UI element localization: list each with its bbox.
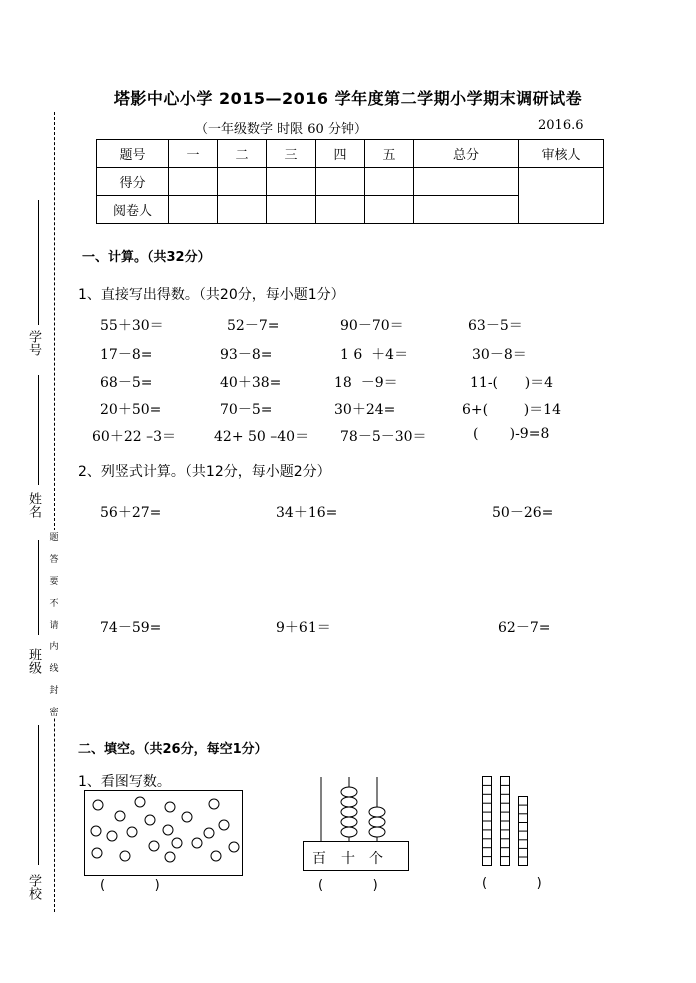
calc-item: 93－8=	[220, 347, 273, 363]
vertical-calc-item: 9＋61＝	[276, 620, 331, 636]
seal-char: 不	[49, 598, 59, 609]
answer-blank[interactable]: ( )	[482, 876, 542, 891]
calc-item: 70－5=	[220, 402, 273, 418]
abacus-label-hundreds: 百	[312, 851, 326, 867]
circles-picture	[84, 790, 244, 876]
abacus-label-tens: 十	[341, 851, 355, 867]
calc-item: 55＋30＝	[100, 318, 164, 334]
score-header-cell: 五	[365, 140, 414, 168]
student-no-label: 学号	[26, 330, 41, 356]
calc-item: 63－5＝	[468, 318, 523, 334]
calc-item: 11-( )＝4	[470, 375, 554, 391]
student-no-line	[38, 200, 39, 325]
score-cell[interactable]	[267, 168, 316, 196]
section2-heading: 二、填空。（共26分，每空1分）	[78, 742, 268, 757]
calc-item: 1 6 ＋4＝	[340, 347, 409, 363]
calc-item: 52－7=	[227, 318, 280, 334]
q1-label: 1、直接写出得数。（共20分，每小题1分）	[78, 287, 345, 303]
section2-q1-label: 1、看图写数。	[78, 774, 171, 790]
score-cell[interactable]	[316, 196, 365, 224]
score-header-cell: 题号	[97, 140, 169, 168]
answer-blank[interactable]: ( )	[100, 878, 160, 893]
score-cell[interactable]	[365, 196, 414, 224]
abacus-label-ones: 个	[369, 851, 383, 867]
paper-title: 塔影中心小学 2015—2016 学年度第二学期小学期末调研试卷	[113, 89, 583, 108]
q2-label: 2、列竖式计算。（共12分，每小题2分）	[78, 464, 331, 480]
calc-item: 30＋24=	[334, 402, 396, 418]
calc-item: 17－8=	[100, 347, 153, 363]
calc-item: 68－5=	[100, 375, 153, 391]
calc-item: ( )-9=8	[473, 426, 550, 442]
section1-heading: 一、计算。（共32分）	[82, 250, 211, 265]
calc-item: 6+( )＝14	[462, 402, 561, 418]
score-table	[96, 139, 604, 224]
seal-char: 内	[49, 642, 59, 653]
calc-item: 78－5－30＝	[340, 429, 427, 445]
seal-char: 线	[49, 664, 59, 675]
class-line	[38, 540, 39, 635]
calc-item: 42+ 50 –40＝	[214, 429, 310, 445]
calc-item: 18 －9＝	[334, 375, 398, 391]
score-cell[interactable]	[414, 168, 519, 196]
seal-warning	[48, 530, 60, 718]
score-cell[interactable]	[267, 196, 316, 224]
name-line	[38, 375, 39, 485]
seal-char: 答	[49, 554, 59, 565]
name-label: 姓名	[26, 492, 41, 518]
score-cell[interactable]	[218, 196, 267, 224]
score-header-cell: 二	[218, 140, 267, 168]
vertical-calc-item: 74－59=	[100, 620, 162, 636]
seal-char: 密	[49, 708, 59, 718]
school-line	[38, 725, 39, 865]
score-row-label: 阅卷人	[97, 196, 169, 224]
paper-date: 2016.6	[538, 118, 584, 133]
reviewer-cell[interactable]	[519, 168, 604, 224]
answer-blank[interactable]: ( )	[318, 878, 378, 893]
school-label: 学校	[26, 874, 41, 900]
score-cell[interactable]	[218, 168, 267, 196]
seal-char: 题	[49, 533, 59, 543]
calc-item: 60＋22 –3＝	[92, 429, 176, 445]
calc-item: 90－70＝	[340, 318, 404, 334]
cube-sticks-picture	[480, 774, 532, 868]
score-header-cell: 一	[169, 140, 218, 168]
score-header-cell: 三	[267, 140, 316, 168]
class-label: 班级	[26, 648, 41, 674]
seal-char: 请	[49, 620, 59, 631]
score-cell[interactable]	[169, 196, 218, 224]
vertical-calc-item: 62－7=	[498, 620, 551, 636]
score-cell[interactable]	[414, 196, 519, 224]
score-cell[interactable]	[316, 168, 365, 196]
calc-item: 40＋38=	[220, 375, 282, 391]
vertical-calc-item: 50－26=	[492, 505, 554, 521]
seal-char: 要	[49, 576, 59, 587]
score-cell[interactable]	[365, 168, 414, 196]
circle-dots	[91, 797, 239, 862]
vertical-calc-item: 56＋27=	[100, 505, 162, 521]
seal-char: 封	[49, 686, 59, 697]
paper-subtitle: （一年级数学 时限 60 分钟）	[195, 122, 367, 137]
calc-item: 20＋50=	[100, 402, 162, 418]
score-header-cell: 四	[316, 140, 365, 168]
calc-item: 30－8＝	[472, 347, 527, 363]
score-row-label: 得分	[97, 168, 169, 196]
score-cell[interactable]	[169, 168, 218, 196]
score-header-cell: 审核人	[519, 140, 604, 168]
vertical-calc-item: 34＋16=	[276, 505, 338, 521]
score-header-cell: 总分	[414, 140, 519, 168]
binding-dashed-line	[54, 112, 55, 912]
